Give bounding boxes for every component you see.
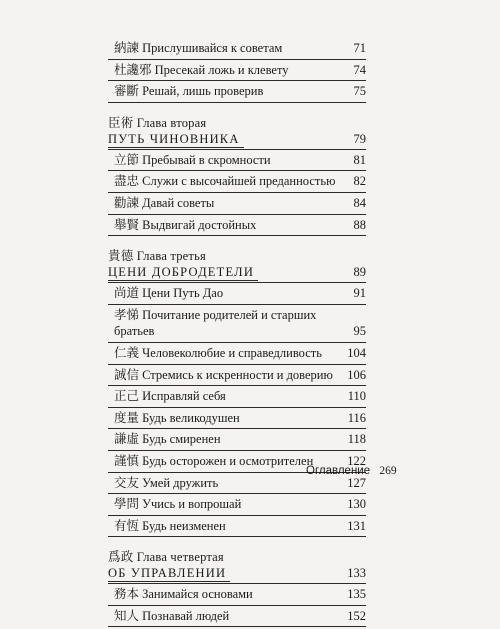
toc-entry-label: 杜讒邪 Пресекай ложь и клевету bbox=[114, 62, 289, 77]
divider bbox=[108, 214, 366, 215]
toc-entry bbox=[108, 367, 366, 384]
toc-entry-label: 仁義 Человеколюбие и справедливость bbox=[114, 345, 322, 360]
divider bbox=[108, 342, 366, 343]
toc-entry bbox=[108, 496, 366, 513]
toc-entry bbox=[108, 152, 366, 169]
toc-entry-page: 71 bbox=[353, 41, 366, 55]
divider bbox=[108, 605, 366, 606]
toc-entry bbox=[108, 307, 366, 340]
toc-entry-page: 130 bbox=[347, 497, 366, 512]
divider bbox=[108, 59, 366, 60]
toc-entry-page: 88 bbox=[353, 217, 366, 232]
divider bbox=[108, 282, 366, 283]
divider bbox=[108, 493, 366, 494]
divider bbox=[108, 407, 366, 408]
chapter-header: 臣術 Глава вторая bbox=[108, 115, 207, 130]
toc-entry-page: 127 bbox=[347, 475, 366, 490]
toc-entry-label-continued: братьев bbox=[114, 324, 155, 339]
table-of-contents bbox=[108, 40, 366, 629]
divider bbox=[108, 192, 366, 193]
divider bbox=[108, 428, 366, 429]
divider bbox=[108, 536, 366, 537]
toc-entry-page: 118 bbox=[347, 432, 366, 447]
divider bbox=[108, 102, 366, 103]
toc-entry bbox=[108, 410, 366, 427]
divider bbox=[108, 385, 366, 386]
divider bbox=[108, 450, 366, 451]
toc-entry bbox=[108, 388, 366, 405]
toc-entry-page: 81 bbox=[353, 152, 366, 167]
chapter-title-page: 89 bbox=[353, 265, 366, 280]
toc-entry-label: 謹慎 Будь осторожен и осмотрителен bbox=[114, 453, 314, 468]
toc-entry-label: 孝悌 Почитание родителей и старших bbox=[114, 307, 317, 322]
toc-entry bbox=[108, 518, 366, 535]
toc-entry-page: 106 bbox=[347, 367, 366, 382]
chapter-title-row bbox=[108, 264, 366, 281]
chapter-title: ОБ УПРАВЛЕНИИ bbox=[108, 565, 230, 582]
toc-entry bbox=[108, 285, 366, 302]
toc-entry-label: 交友 Умей дружить bbox=[114, 475, 219, 490]
toc-entry-label: 度量 Будь великодушен bbox=[114, 410, 240, 425]
toc-entry bbox=[108, 40, 366, 57]
chapter-title: ПУТЬ ЧИНОВНИКА bbox=[108, 131, 244, 148]
toc-entry-label: 知人 Познавай людей bbox=[114, 608, 230, 623]
toc-entry bbox=[108, 217, 366, 234]
toc-entry bbox=[108, 83, 366, 100]
toc-entry-page: 75 bbox=[353, 84, 366, 99]
page-footer bbox=[306, 465, 397, 477]
divider bbox=[108, 80, 366, 81]
toc-entry-page: 116 bbox=[347, 410, 366, 425]
page-number: 269 bbox=[379, 465, 397, 477]
toc-entry-label: 盡忠 Служи с высочайшей преданностью bbox=[114, 174, 336, 189]
toc-entry-label: 學問 Учись и вопрошай bbox=[114, 497, 242, 512]
toc-entry-page: 95 bbox=[353, 324, 366, 339]
divider bbox=[108, 364, 366, 365]
divider bbox=[108, 149, 366, 150]
toc-entry-label: 舉賢 Выдвигай достойных bbox=[114, 217, 257, 232]
footer-label: Оглавление bbox=[306, 465, 371, 477]
toc-entry-label: 誠信 Стремись к искренности и доверию bbox=[114, 367, 333, 382]
toc-entry-label: 謙虛 Будь смиренен bbox=[114, 432, 221, 447]
chapter-header: 貴德 Глава третья bbox=[108, 249, 206, 264]
toc-entry-label: 審斷 Решай, лишь проверив bbox=[114, 84, 264, 99]
toc-entry-label: 尚道 Цени Путь Дао bbox=[114, 286, 224, 301]
toc-entry-page: 104 bbox=[347, 345, 366, 360]
toc-entry-label: 勸諫 Давай советы bbox=[114, 195, 215, 210]
toc-entry bbox=[108, 62, 366, 79]
toc-entry-page: 91 bbox=[353, 286, 366, 301]
toc-entry-label: 務本 Занимайся основами bbox=[114, 587, 253, 602]
toc-entry-label: 立節 Пребывай в скромности bbox=[114, 152, 271, 167]
toc-entry bbox=[108, 173, 366, 190]
toc-entry-page: 135 bbox=[347, 587, 366, 602]
chapter-title: ЦЕНИ ДОБРОДЕТЕЛИ bbox=[108, 264, 258, 281]
toc-entry bbox=[108, 586, 366, 603]
toc-entry-label: 正己 Исправляй себя bbox=[114, 389, 226, 404]
toc-entry-page: 82 bbox=[353, 174, 366, 189]
toc-entry-label: 納諫 Прислушивайся к советам bbox=[114, 41, 283, 55]
divider bbox=[108, 235, 366, 236]
chapter-title-row bbox=[108, 131, 366, 148]
toc-entry-page: 152 bbox=[347, 608, 366, 623]
divider bbox=[108, 170, 366, 171]
chapter-title-page: 133 bbox=[347, 566, 366, 581]
toc-entry bbox=[108, 345, 366, 362]
toc-entry-page: 74 bbox=[353, 62, 366, 77]
divider bbox=[108, 304, 366, 305]
divider bbox=[108, 515, 366, 516]
chapter-title-page: 79 bbox=[353, 131, 366, 146]
toc-entry-page: 84 bbox=[353, 195, 366, 210]
toc-entry-page: 110 bbox=[347, 389, 366, 404]
toc-entry-page: 131 bbox=[347, 518, 366, 533]
toc-entry bbox=[108, 431, 366, 448]
chapter-header: 爲政 Глава четвертая bbox=[108, 550, 224, 565]
toc-entry bbox=[108, 608, 366, 625]
divider bbox=[108, 626, 366, 627]
toc-entry bbox=[108, 195, 366, 212]
toc-entry-page: 122 bbox=[347, 453, 366, 468]
toc-entry-label: 有恆 Будь неизменен bbox=[114, 518, 226, 533]
chapter-title-row bbox=[108, 565, 366, 582]
divider bbox=[108, 583, 366, 584]
